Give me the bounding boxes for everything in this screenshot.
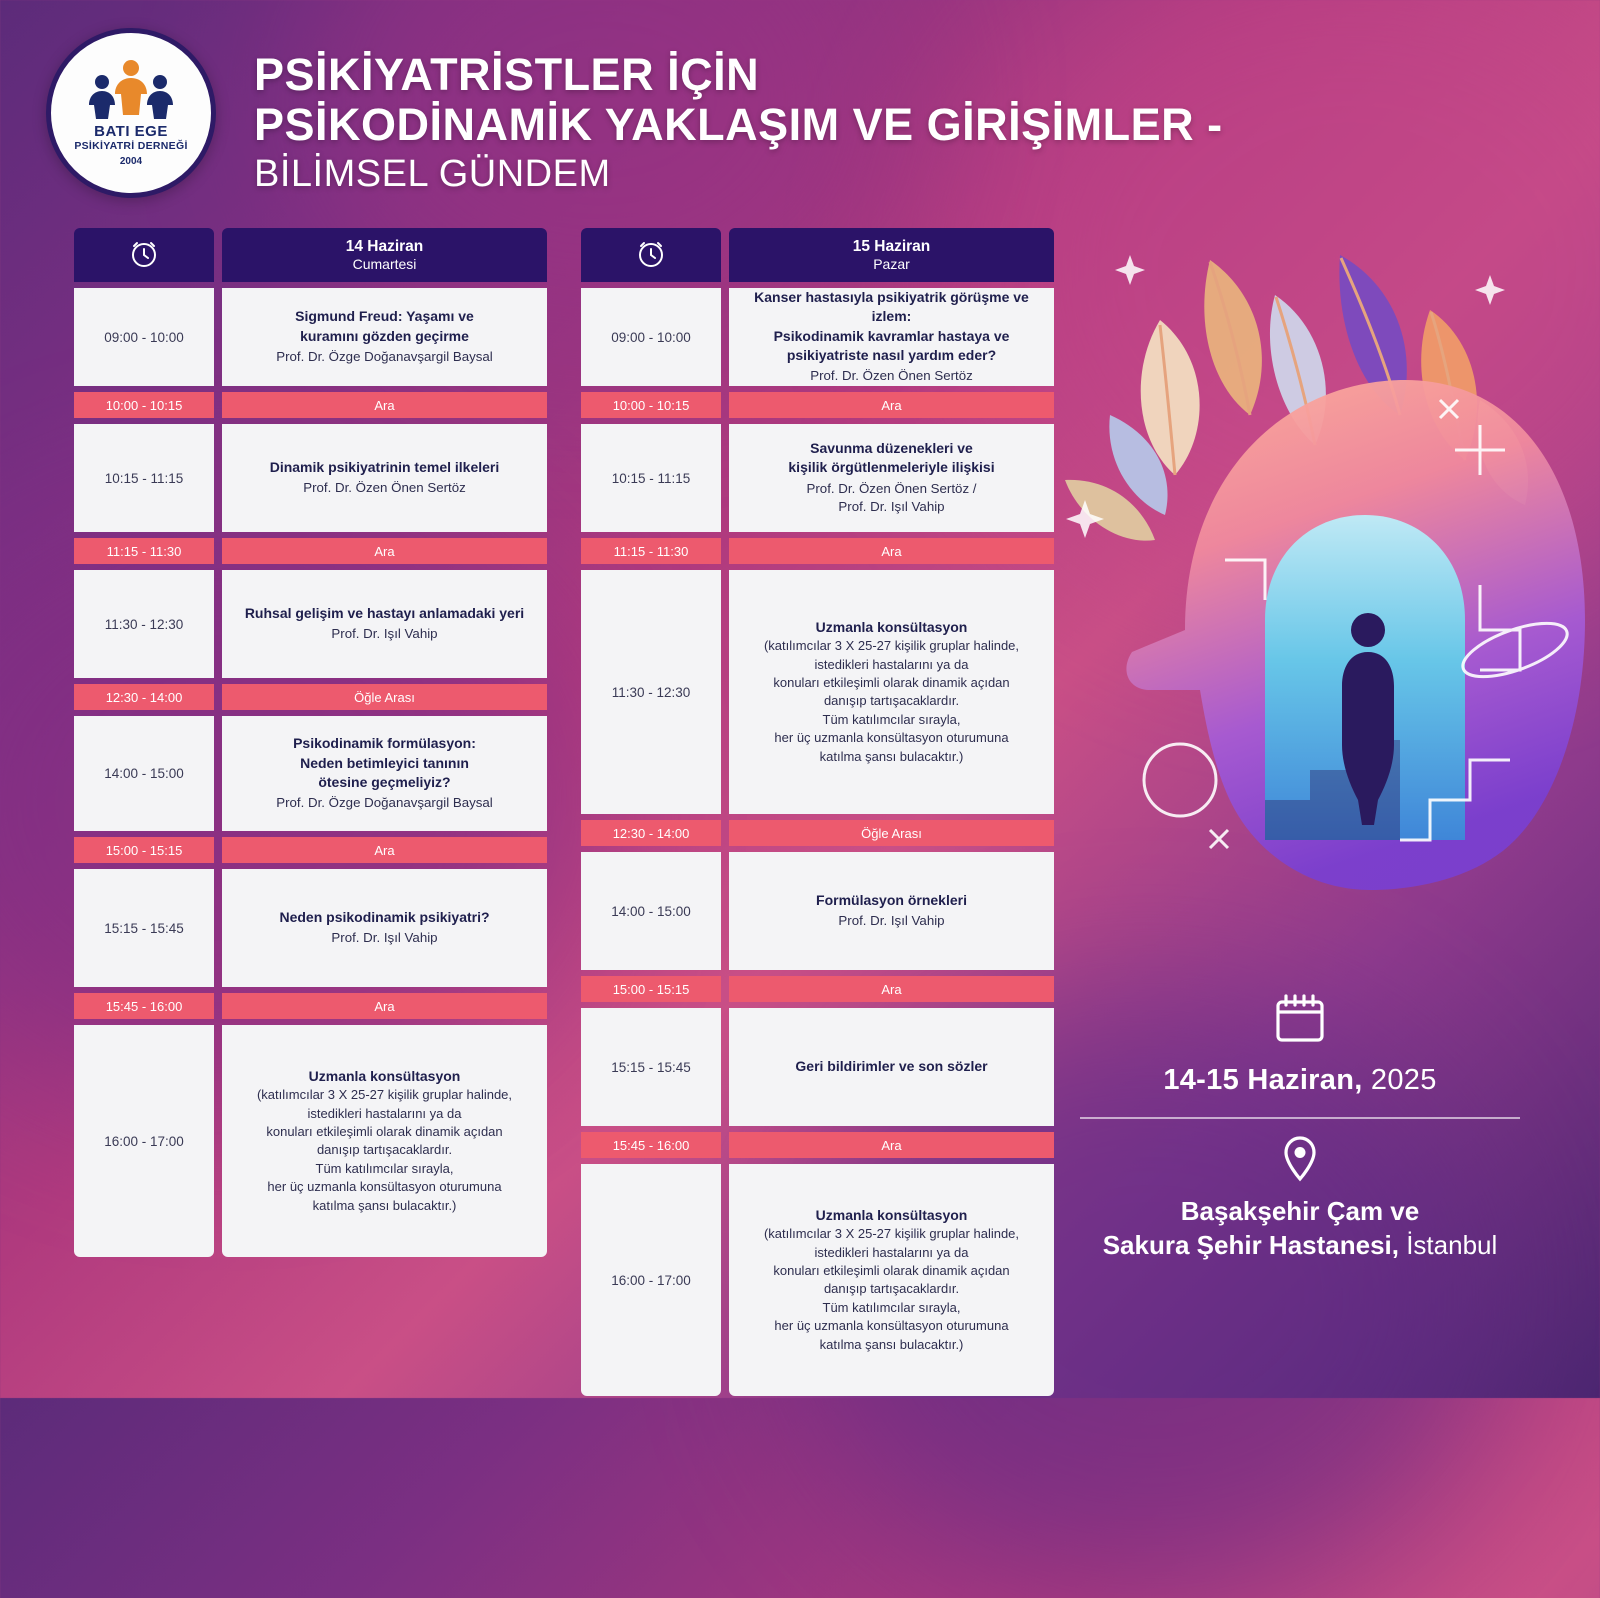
divider <box>1080 1117 1520 1119</box>
session-title: Uzmanla konsültasyon <box>308 1067 461 1084</box>
page-title-line2: PSİKODİNAMİK YAKLAŞIM VE GİRİŞİMLER - <box>254 99 1223 151</box>
session-time: 10:15 - 11:15 <box>581 424 721 532</box>
session-title: Ruhsal gelişim ve hastayı anlamadaki yeri <box>244 605 525 622</box>
session-detail: (katılımcılar 3 X 25-27 kişilik gruplar halinde, istedikleri hastalarını ya da konuları etkileşimli olarak dinamik açıdan danışıp tartışacaklardır. Tüm katılımcılar sırayla, her üç uzmanla konsültasyon oturumuna katılma şansı bulacaktır.) <box>763 1226 1020 1352</box>
session-time: 16:00 - 17:00 <box>74 1025 214 1257</box>
session-speaker: Prof. Dr. Özen Önen Sertöz / Prof. Dr. Işıl Vahip <box>806 480 977 515</box>
session-time: 09:00 - 10:00 <box>581 288 721 386</box>
session-speaker: Prof. Dr. Işıl Vahip <box>838 913 945 929</box>
logo-title: BATI EGE <box>94 123 168 140</box>
time-column <box>581 228 721 1396</box>
page-subtitle: BİLİMSEL GÜNDEM <box>254 152 611 195</box>
calendar-icon <box>1020 990 1580 1046</box>
break-time: 15:00 - 15:15 <box>74 837 214 863</box>
break-time: 11:15 - 11:30 <box>581 538 721 564</box>
event-date-bold: 14-15 Haziran, <box>1163 1064 1363 1096</box>
page-header <box>0 0 1600 198</box>
break-label: Ara <box>729 976 1054 1002</box>
break-time: 10:00 - 10:15 <box>74 392 214 418</box>
day-header <box>222 228 547 282</box>
session-speaker: Prof. Dr. Işıl Vahip <box>331 930 438 946</box>
session-title: Uzmanla konsültasyon <box>815 618 968 635</box>
session-time: 16:00 - 17:00 <box>581 1164 721 1396</box>
break-label: Ara <box>222 392 547 418</box>
clock-icon-header <box>581 228 721 282</box>
session-title: Sigmund Freud: Yaşamı ve kuramını gözden geçirme <box>295 308 474 344</box>
session-cell <box>222 570 547 678</box>
session-title: Kanser hastasıyla psikiyatrik görüşme ve izlem: Psikodinamik kavramlar hastaya ve psikiyatriste nasıl yardım eder? <box>754 289 1029 364</box>
venue-city: İstanbul <box>1398 1229 1498 1260</box>
session-time: 11:30 - 12:30 <box>74 570 214 678</box>
event-date <box>1020 1064 1580 1097</box>
break-time: 15:45 - 16:00 <box>581 1132 721 1158</box>
break-label: Ara <box>729 1132 1054 1158</box>
session-time: 09:00 - 10:00 <box>74 288 214 386</box>
day-weekday: Cumartesi <box>352 255 417 272</box>
session-speaker: Prof. Dr. Özen Önen Sertöz <box>303 480 466 496</box>
session-title: Dinamik psikiyatrinin temel ilkeleri <box>269 459 500 476</box>
session-detail: (katılımcılar 3 X 25-27 kişilik gruplar halinde, istedikleri hastalarını ya da konuları etkileşimli olarak dinamik açıdan danışıp tartışacaklardır. Tüm katılımcılar sırayla, her üç uzmanla konsültasyon oturumuna katılma şansı bulacaktır.) <box>256 1087 513 1213</box>
session-time: 14:00 - 15:00 <box>74 716 214 831</box>
time-column <box>74 228 214 1396</box>
break-time: 15:00 - 15:15 <box>581 976 721 1002</box>
session-time: 15:15 - 15:45 <box>74 869 214 987</box>
event-date-year: 2025 <box>1362 1064 1437 1096</box>
session-detail: (katılımcılar 3 X 25-27 kişilik gruplar halinde, istedikleri hastalarını ya da konuları etkileşimli olarak dinamik açıdan danışıp tartışacaklardır. Tüm katılımcılar sırayla, her üç uzmanla konsültasyon oturumuna katılma şansı bulacaktır.) <box>763 638 1020 764</box>
session-title: Uzmanla konsültasyon <box>815 1206 968 1223</box>
break-label: Öğle Arası <box>222 684 547 710</box>
session-speaker: Prof. Dr. Özge Doğanavşargil Baysal <box>276 795 493 811</box>
location-pin-icon <box>1020 1135 1580 1183</box>
break-time: 12:30 - 14:00 <box>581 820 721 846</box>
break-label: Ara <box>222 538 547 564</box>
session-title: Geri bildirimler ve son sözler <box>795 1058 988 1075</box>
day-date: 14 Haziran <box>345 237 424 255</box>
session-cell <box>222 288 547 386</box>
break-time: 15:45 - 16:00 <box>74 993 214 1019</box>
event-info <box>1020 990 1580 1263</box>
logo-year: 2004 <box>119 156 143 167</box>
head-illustration <box>1010 200 1590 920</box>
session-cell <box>222 1025 547 1257</box>
session-cell <box>222 424 547 532</box>
session-title: Savunma düzenekleri ve kişilik örgütlenmeleriyle ilişkisi <box>788 440 995 476</box>
session-time: 14:00 - 15:00 <box>581 852 721 970</box>
session-time: 15:15 - 15:45 <box>581 1008 721 1126</box>
venue-name: Başakşehir Çam ve Sakura Şehir Hastanesi, <box>1102 1196 1420 1260</box>
session-time: 10:15 - 11:15 <box>74 424 214 532</box>
session-title: Neden psikodinamik psikiyatri? <box>279 909 490 926</box>
session-cell <box>222 716 547 831</box>
break-time: 12:30 - 14:00 <box>74 684 214 710</box>
page-title-line1: PSİKİYATRİSTLER İÇİN <box>254 49 760 100</box>
logo-subtitle: PSİKİYATRİ DERNEĞİ <box>74 140 188 152</box>
session-speaker: Prof. Dr. Özge Doğanavşargil Baysal <box>276 349 493 364</box>
break-label: Ara <box>729 392 1054 418</box>
session-speaker: Prof. Dr. Özen Önen Sertöz <box>810 368 973 384</box>
title-block <box>216 28 1223 196</box>
clock-icon-header <box>74 228 214 282</box>
event-venue <box>1020 1195 1580 1263</box>
association-logo <box>46 28 216 198</box>
logo-figures-icon <box>85 59 177 121</box>
break-label: Ara <box>222 993 547 1019</box>
break-label: Ara <box>729 538 1054 564</box>
session-column <box>222 228 547 1396</box>
break-label: Öğle Arası <box>729 820 1054 846</box>
session-cell <box>222 869 547 987</box>
session-title: Psikodinamik formülasyon: Neden betimleyici tanının ötesine geçmeliyiz? <box>293 735 476 790</box>
day-weekday: Pazar <box>873 255 910 272</box>
session-time: 11:30 - 12:30 <box>581 570 721 814</box>
day-column-1 <box>74 228 547 1396</box>
break-time: 11:15 - 11:30 <box>74 538 214 564</box>
day-date: 15 Haziran <box>852 237 931 255</box>
session-speaker: Prof. Dr. Işıl Vahip <box>331 626 438 642</box>
session-title: Formülasyon örnekleri <box>816 892 967 909</box>
break-label: Ara <box>222 837 547 863</box>
right-panel <box>980 200 1600 1380</box>
break-time: 10:00 - 10:15 <box>581 392 721 418</box>
